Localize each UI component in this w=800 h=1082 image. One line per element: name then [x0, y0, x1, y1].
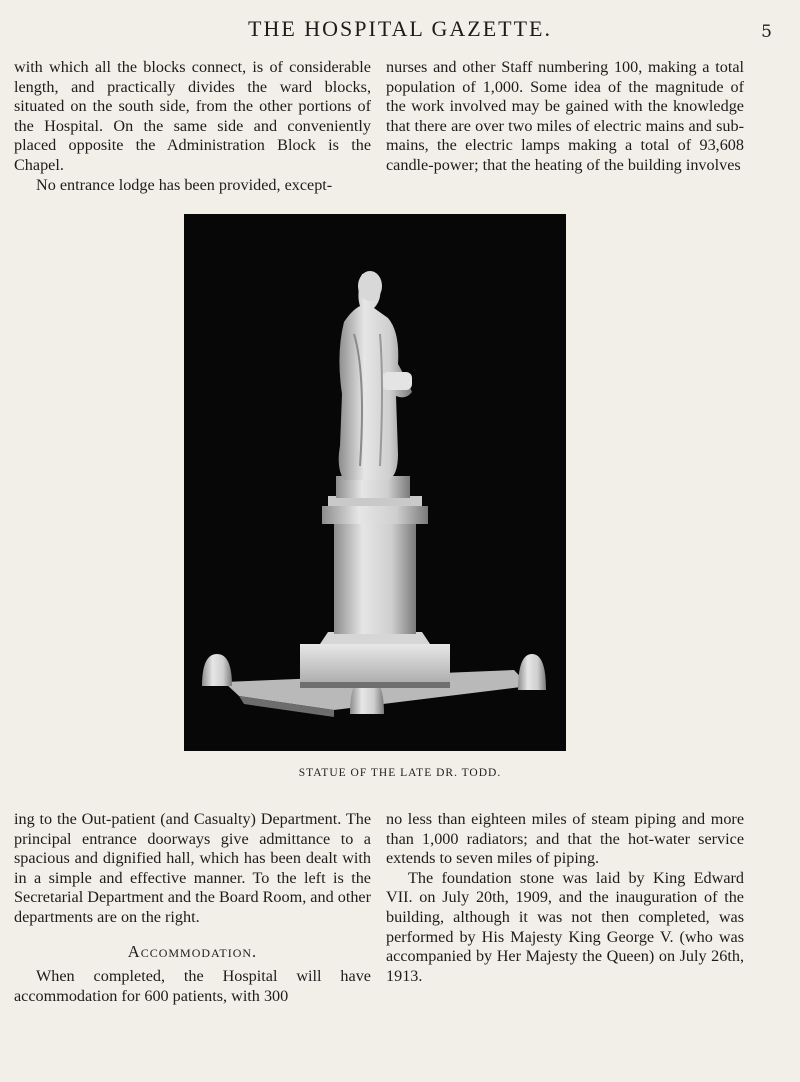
statue-image — [184, 214, 566, 751]
running-title: THE HOSPITAL GAZETTE. — [248, 16, 552, 41]
section-heading: Accommodation. — [127, 941, 258, 961]
page-header — [0, 16, 800, 50]
paragraph: with which all the blocks connect, is of considerable length, and practically divides the ward blocks, situated on the south side, from the other portions of the Hospital. On the same side and conveniently placed opposite the Administration Block is the Chapel. — [14, 58, 371, 174]
paragraph: nurses and other Staff numbering 100, making a total population of 1,000. Some idea of the magnitude of the work involved may be gained with the knowledge that there are over two miles of electric mains and sub-mains, the electric lamps making a total of 93,608 candle-power; that the heating of the building involves — [386, 58, 744, 174]
statue-photograph — [184, 214, 566, 751]
paragraph: ing to the Out-patient (and Casualty) Department. The principal entrance doorways give admittance to a spacious and dignified hall, which has been dealt with in a simple and effective manner. To the left is the Secretarial Department and the Board Room, and other departments are on the right. — [14, 810, 371, 926]
column-bottom-left — [14, 810, 371, 1006]
paragraph: no less than eighteen miles of steam piping and more than 1,000 radiators; and that the hot-water service extends to seven miles of piping. — [386, 810, 744, 868]
figure-caption: STATUE OF THE LATE DR. TODD. — [298, 767, 502, 779]
page-number: 5 — [761, 22, 772, 42]
column-bottom-right — [386, 810, 744, 986]
column-top-right — [386, 58, 744, 176]
paragraph: No entrance lodge has been provided, except- — [36, 175, 333, 194]
paragraph: When completed, the Hospital will have accommodation for 600 patients, with 300 — [14, 967, 371, 1005]
paragraph: The foundation stone was laid by King Edward VII. on July 20th, 1909, and the inauguration of the building, although it was not then completed, was performed by His Majesty King George V. (who was accompanied by Her Majesty the Queen) on July 26th, 1913. — [386, 868, 744, 985]
column-top-left — [14, 58, 371, 195]
